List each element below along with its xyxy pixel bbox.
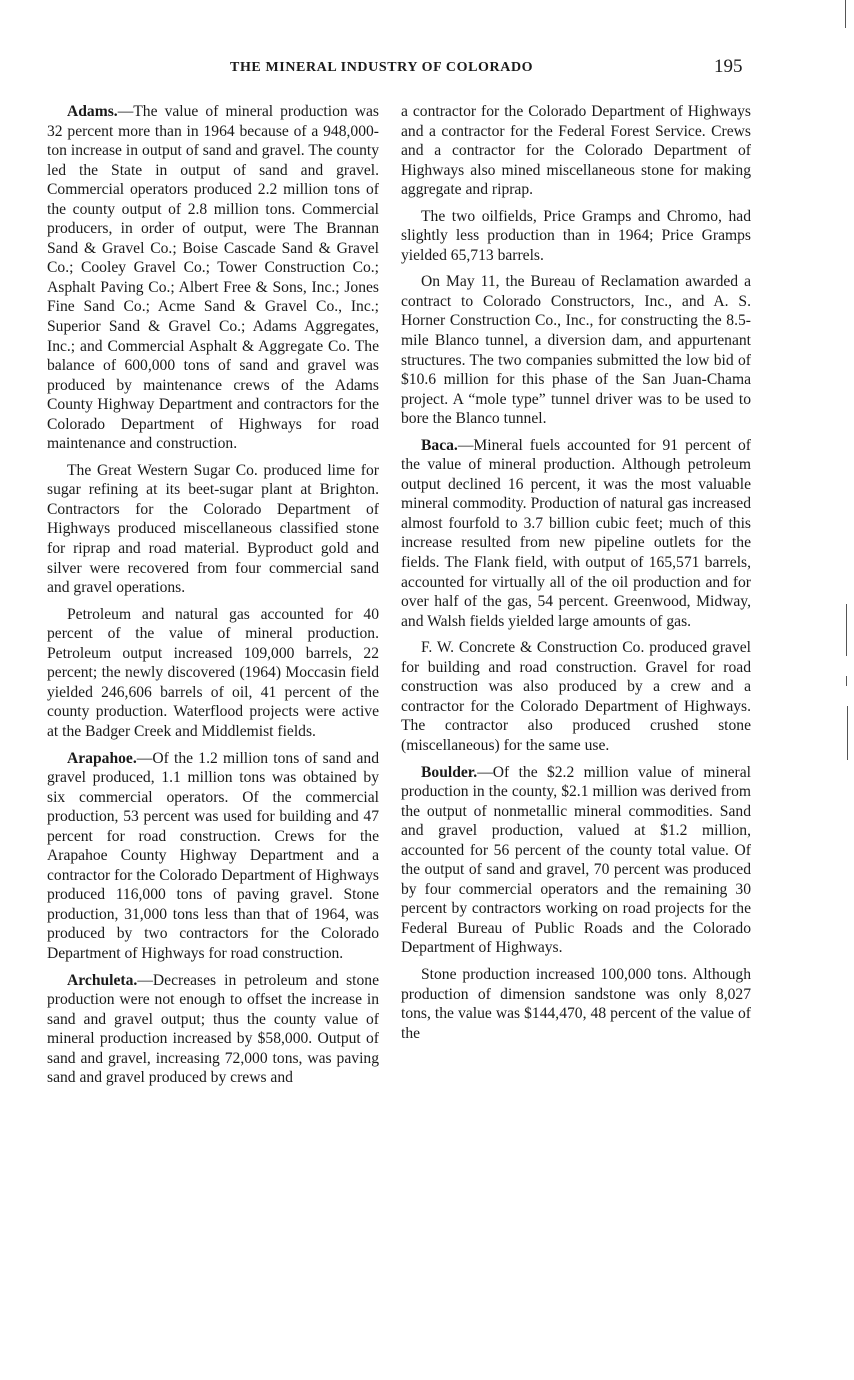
scan-margin-mark bbox=[845, 0, 846, 28]
paragraph-text: Petroleum and natural gas accounted for 40 percent of the value of mineral production. Petroleum output increased 109,000 barrels, 22 percent; the newly discovered (1964) Moccasin field yielded 246,606 barrels of oil, 41 percent of the county production. Waterflood projects were active at the Badger Creek and Middlemist fields. bbox=[47, 605, 379, 740]
paragraph bbox=[401, 763, 751, 958]
paragraph-text: —The value of mineral production was 32 percent more than in 1964 because of a 948,000-ton increase in output of sand and gravel. The county led the State in output of sand and gravel. Commercial operators produced 2.2 million tons of the county output of 2.8 million tons. Commercial producers, in order of output, were The Brannan Sand & Gravel Co.; Boise Cascade Sand & Gravel Co.; Cooley Gravel Co.; Tower Construction Co.; Asphalt Paving Co.; Albert Free & Sons, Inc.; Jones Fine Sand Co.; Acme Sand & Gravel Co., Inc.; Superior Sand & Gravel Co.; Adams Aggregates, Inc.; and Commercial Asphalt & Aggregate Co. The balance of 600,000 tons of sand and gravel was produced by maintenance crews of the Adams County Highway Department and contractors for the Colorado Department of Highways for road maintenance and construction. bbox=[47, 103, 379, 453]
paragraph bbox=[47, 461, 379, 598]
paragraph bbox=[47, 971, 379, 1088]
right-column bbox=[401, 102, 751, 1050]
scan-margin-mark bbox=[846, 604, 847, 656]
paragraph-text: The two oilfields, Price Gramps and Chromo, had slightly less production than in 1964; Price Gramps yielded 65,713 barrels. bbox=[401, 207, 751, 264]
page-header bbox=[0, 58, 854, 80]
paragraph-text: Stone production increased 100,000 tons. Although production of dimension sandstone was only 8,027 tons, the value was $144,470, 48 percent of the value of the bbox=[401, 965, 751, 1042]
paragraph bbox=[401, 965, 751, 1043]
paragraph bbox=[47, 102, 379, 454]
paragraph-text: —Of the 1.2 million tons of sand and gravel produced, 1.1 million tons was obtained by six commercial operators. Of the commercial production, 53 percent was used for building and 47 percent for road construction. Crews for the Arapahoe County Highway Department and a contractor for the Colorado Department of Highways produced 116,000 tons of paving gravel. Stone production, 31,000 tons less than that of 1964, was produced by two contractors for the Colorado Department of Highways for road construction. bbox=[47, 749, 379, 962]
page-number: 195 bbox=[714, 56, 743, 77]
county-heading: Boulder. bbox=[421, 763, 478, 781]
paragraph bbox=[47, 605, 379, 742]
paragraph-text: —Decreases in petroleum and stone production were not enough to offset the increase in sand and gravel output; thus the county value of mineral production increased by $58,000. Output of sand and gravel, increasing 72,000 tons, was paving sand and gravel produced by crews and bbox=[47, 971, 379, 1087]
paragraph-text: F. W. Concrete & Construction Co. produced gravel for building and road construction. Gravel for road construction was also produced by a crew and a contractor for the Colorado Department of Highways. The contractor also produced crushed stone (miscellaneous) for the same use. bbox=[401, 639, 751, 754]
paragraph-text: —Of the $2.2 million value of mineral production in the county, $2.1 million was derived from the output of nonmetallic mineral commodities. Sand and gravel production, valued at $1.2 million, accounted for 56 percent of the county total value. Of the output of sand and gravel, 70 percent was produced by four commercial operators and the remaining 30 percent by contractors working on road projects for the Federal Bureau of Public Roads and the Colorado Department of Highways. bbox=[401, 763, 751, 957]
paragraph-text: On May 11, the Bureau of Reclamation awarded a contract to Colorado Constructors, Inc., and A. S. Horner Construction Co., Inc., for constructing the 8.5-mile Blanco tunnel, a diversion dam, and appurtenant structures. The two companies submitted the low bid of $10.6 million for this phase of the San Juan-Chama project. A “mole type” tunnel driver was to be used to bore the Blanco tunnel. bbox=[401, 273, 751, 428]
county-heading: Baca. bbox=[421, 436, 458, 454]
county-heading: Arapahoe. bbox=[67, 749, 137, 767]
county-heading: Archuleta. bbox=[67, 971, 138, 989]
paragraph bbox=[401, 102, 751, 200]
left-column bbox=[47, 102, 379, 1095]
paragraph bbox=[401, 272, 751, 428]
county-heading: Adams. bbox=[67, 103, 118, 120]
paragraph bbox=[47, 749, 379, 964]
scan-margin-mark bbox=[846, 676, 847, 686]
paragraph-text: The Great Western Sugar Co. produced lime for sugar refining at its beet-sugar plant at Brighton. Contractors for the Colorado Department of Highways produced miscellaneous classified stone for riprap and road material. Byproduct gold and silver were recovered from four commercial sand and gravel operations. bbox=[47, 461, 379, 597]
running-head: THE MINERAL INDUSTRY OF COLORADO bbox=[230, 60, 534, 75]
paragraph bbox=[401, 207, 751, 266]
paragraph-text: a contractor for the Colorado Department of Highways and a contractor for the Federal Forest Service. Crews and a contractor for the Colorado Department of Highways also mined miscellaneous stone for making aggregate and riprap. bbox=[401, 103, 751, 199]
paragraph bbox=[401, 638, 751, 755]
paragraph-text: —Mineral fuels accounted for 91 percent of the value of mineral production. Although petroleum output declined 16 percent, it was the most valuable mineral commodity. Production of natural gas increased almost fourfold to 3.7 billion cubic feet; much of this increase resulted from new pipeline outlets for the fields. The Flank field, with output of 165,571 barrels, accounted for virtually all of the oil production and for over half of the gas, 54 percent. Greenwood, Midway, and Walsh fields yielded large amounts of gas. bbox=[401, 436, 751, 630]
paragraph bbox=[401, 436, 751, 631]
scan-margin-mark bbox=[847, 706, 848, 760]
